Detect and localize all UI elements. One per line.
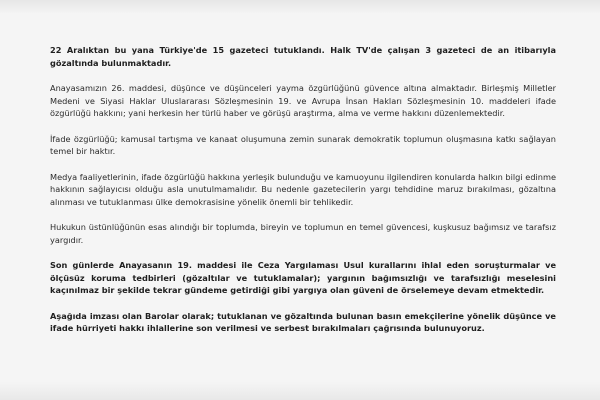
paragraph-call: Aşağıda imzası olan Barolar olarak; tutuklanan ve gözaltında bulunan basın emekçilerine yönelik düşünce ve ifade hürriyeti hakkı ihlallerine son verilmesi ve serbest bırakılmaları çağrısında bulunuyoruz. [50,310,556,334]
paragraph-rule-of-law: Hukukun üstünlüğünün esas alındığı bir toplumda, bireyin ve toplumun en temel güvencesi, kuşkusuz bağımsız ve tarafsız yargıdır. [50,222,556,245]
paragraph-arrests: 22 Aralıktan bu yana Türkiye'de 15 gazeteci tutuklandı. Halk TV'de çalışan 3 gazeteci de an itibarıyla gözaltında bulunmaktadır. [50,45,556,68]
paragraph-recent-days: Son günlerde Anayasanın 19. maddesi ile Ceza Yargılaması Usul kurallarını ihlal eden soruşturmalar ve ölçüsüz koruma tedbirleri (gözaltılar ve tutuklamalar); yargının bağımsızlığı ve tarafsızlığı meselesini kaçınılmaz bir şekilde tekrar gündeme getirdiği gibi yargıya olan güveni de örselemeye devam etmektedir. [50,260,556,296]
paragraph-constitution: Anayasamızın 26. maddesi, düşünce ve düşünceleri yayma özgürlüğünü güvence altına almaktadır. Birleşmiş Milletler Medeni ve Siyasi Haklar Uluslararası Sözleşmesinin 19. ve Avrupa İnsan Hakları Sözleşmesinin 10. maddeleri ifade özgürlüğü hakkını; yani herkesin her türlü haber ve görüşü araştırma, alma ve verme hakkını düzenlemektedir. [50,82,556,119]
top-shadow-strip [0,0,600,14]
bottom-shadow-strip [0,382,600,400]
paragraph-expression: İfade özgürlüğü; kamusal tartışma ve kanaat oluşumuna zemin sunarak demokratik toplumun oluşmasına katkı sağlayan temel bir haktır. [50,133,556,157]
paragraph-media: Medya faaliyetlerinin, ifade özgürlüğü hakkına yerleşik bulunduğu ve kamuoyunu ilgilendiren konularda halkın bilgi edinme hakkının sağlayıcısı olduğu asla unutulmamalıdır. Bu nedenle gazetecilerin yargı tehdidine maruz bırakılması, gözaltına alınması ve tutuklanması ülke demokrasisine yönelik önemli bir tehlikedir. [50,171,556,207]
